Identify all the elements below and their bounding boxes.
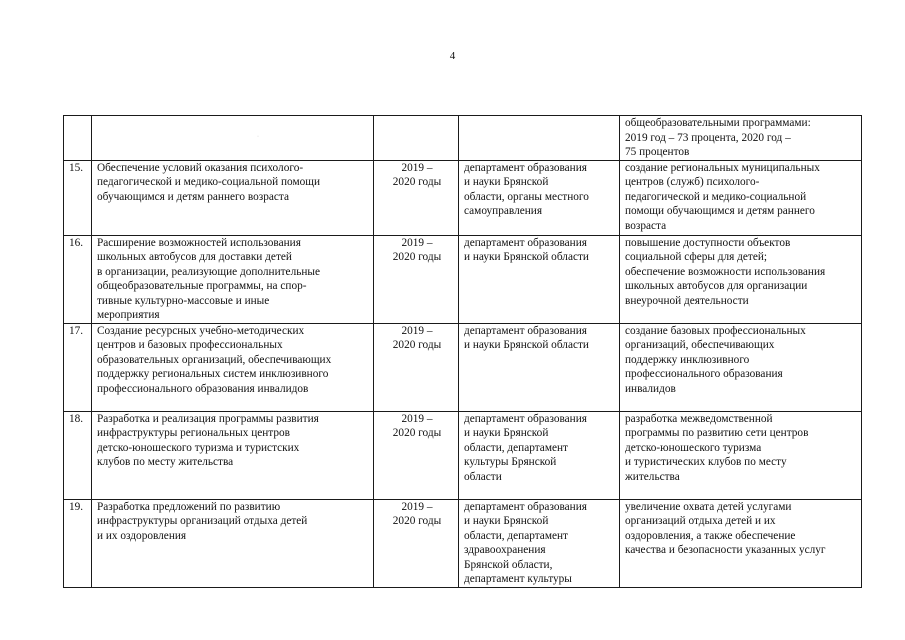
activity-line: Разработка и реализация программы развития bbox=[97, 412, 319, 425]
result-line: программы по развитию сети центров bbox=[625, 427, 809, 439]
activity-line: центров и базовых профессиональных bbox=[97, 339, 283, 351]
result-line: и туристических клубов по месту bbox=[625, 456, 787, 468]
activity-cell bbox=[92, 160, 374, 235]
table-row-15 bbox=[64, 160, 862, 235]
executor-line: Брянской области, bbox=[464, 558, 553, 571]
activity-line: мероприятия bbox=[97, 309, 160, 321]
result-cell bbox=[620, 160, 862, 235]
activities-table bbox=[63, 115, 862, 588]
result-line: создание базовых профессиональных bbox=[625, 324, 806, 337]
result-line: оздоровления, а также обеспечение bbox=[625, 529, 796, 542]
term-line: 2019 – bbox=[401, 161, 433, 174]
result-line: разработка межведомственной bbox=[625, 412, 773, 425]
table-row-continuation bbox=[64, 116, 862, 161]
num-cell bbox=[64, 116, 92, 161]
result-cell bbox=[620, 235, 862, 323]
executor-line: здравоохранения bbox=[464, 544, 546, 556]
activity-line: образовательных организаций, обеспечивающих bbox=[97, 353, 332, 366]
executor-line: и науки Брянской области bbox=[464, 339, 589, 351]
executor-line: культуры Брянской bbox=[464, 456, 557, 468]
result-line: организаций отдыха детей и их bbox=[625, 515, 776, 527]
row-number: 18. bbox=[64, 411, 92, 499]
result-line: поддержку инклюзивного bbox=[625, 353, 750, 366]
result-line: повышение доступности объектов bbox=[625, 236, 791, 249]
executor-line: департамент образования bbox=[464, 236, 587, 249]
executor-cell bbox=[459, 160, 620, 235]
activity-line: Расширение возможностей использования bbox=[97, 236, 301, 249]
executor-cell bbox=[459, 116, 620, 161]
result-line: качества и безопасности указанных услуг bbox=[625, 544, 826, 556]
table-row-16 bbox=[64, 235, 862, 323]
result-line: увеличение охвата детей услугами bbox=[625, 500, 792, 513]
result-line: инвалидов bbox=[625, 382, 676, 395]
executor-cell bbox=[459, 411, 620, 499]
term-line: 2020 годы bbox=[392, 176, 442, 188]
executor-cell bbox=[459, 499, 620, 587]
result-line: педагогической и медико-социальной bbox=[625, 190, 807, 203]
activity-line: педагогической и медико-социальной помощи bbox=[97, 176, 321, 188]
activity-line: школьных автобусов для доставки детей bbox=[97, 251, 292, 263]
executor-cell bbox=[459, 323, 620, 411]
term-cell bbox=[374, 411, 459, 499]
executor-line: и науки Брянской bbox=[464, 427, 549, 439]
result-line: возраста bbox=[625, 219, 667, 232]
activity-line: общеобразовательные программы, на спор- bbox=[97, 280, 307, 292]
activity-line: Обеспечение условий оказания психолого- bbox=[97, 161, 304, 174]
term-line: 2020 годы bbox=[392, 515, 442, 527]
result-line: обеспечение возможности использования bbox=[625, 265, 826, 278]
row-number: 17. bbox=[64, 323, 92, 411]
executor-line: и науки Брянской bbox=[464, 176, 549, 188]
term-line: 2019 – bbox=[401, 324, 433, 337]
row-number: 16. bbox=[64, 235, 92, 323]
activity-cell bbox=[92, 323, 374, 411]
result-line: центров (служб) психолого- bbox=[625, 176, 760, 188]
activity-line: Разработка предложений по развитию bbox=[97, 500, 281, 513]
activity-line: поддержку региональных систем инклюзивного bbox=[97, 368, 329, 380]
activity-line: детско-юношеского туризма и туристских bbox=[97, 441, 300, 454]
executor-cell bbox=[459, 235, 620, 323]
result-line: общеобразовательными программами: bbox=[625, 117, 811, 129]
term-line: 2019 – bbox=[401, 500, 433, 513]
term-cell bbox=[374, 323, 459, 411]
term-line: 2020 годы bbox=[392, 427, 442, 439]
activity-cell bbox=[92, 116, 374, 161]
activity-line: тивные культурно-массовые и иные bbox=[97, 294, 270, 307]
executor-line: самоуправления bbox=[464, 205, 543, 217]
executor-line: департамент образования bbox=[464, 161, 587, 174]
activity-line: в организации, реализующие дополнительные bbox=[97, 265, 321, 278]
activity-line: и их оздоровления bbox=[97, 529, 187, 542]
result-cell bbox=[620, 411, 862, 499]
activity-cell bbox=[92, 499, 374, 587]
executor-line: департамент образования bbox=[464, 412, 587, 425]
result-line: профессионального образования bbox=[625, 368, 783, 380]
executor-line: департамент образования bbox=[464, 324, 587, 337]
term-line: 2019 – bbox=[401, 412, 433, 425]
executor-line: области, органы местного bbox=[464, 190, 589, 203]
term-line: 2020 годы bbox=[392, 339, 442, 351]
activity-cell bbox=[92, 235, 374, 323]
activity-line: инфраструктуры региональных центров bbox=[97, 427, 291, 439]
result-line: внеурочной деятельности bbox=[625, 294, 749, 307]
term-cell bbox=[374, 499, 459, 587]
executor-line: и науки Брянской области bbox=[464, 251, 589, 263]
term-cell bbox=[374, 235, 459, 323]
result-line: помощи обучающимся и детям раннего bbox=[625, 205, 815, 217]
term-cell bbox=[374, 116, 459, 161]
executor-line: области, департамент bbox=[464, 441, 568, 454]
executor-line: департамент культуры bbox=[464, 573, 572, 585]
result-cell bbox=[620, 116, 862, 161]
row-number: 15. bbox=[64, 160, 92, 235]
result-line: школьных автобусов для организации bbox=[625, 280, 808, 292]
term-line: 2020 годы bbox=[392, 251, 442, 263]
result-line: жительства bbox=[625, 470, 680, 483]
executor-line: области bbox=[464, 470, 502, 483]
activity-cell bbox=[92, 411, 374, 499]
executor-line: и науки Брянской bbox=[464, 515, 549, 527]
row-number: 19. bbox=[64, 499, 92, 587]
result-line: социальной сферы для детей; bbox=[625, 251, 768, 263]
term-cell bbox=[374, 160, 459, 235]
activity-line: клубов по месту жительства bbox=[97, 456, 234, 468]
activity-line: Создание ресурсных учебно-методических bbox=[97, 324, 305, 337]
table-row-17 bbox=[64, 323, 862, 411]
activity-line: профессионального образования инвалидов bbox=[97, 382, 309, 395]
result-line: детско-юношеского туризма bbox=[625, 441, 762, 454]
result-line: организаций, обеспечивающих bbox=[625, 339, 775, 351]
activity-line: инфраструктуры организаций отдыха детей bbox=[97, 515, 308, 527]
executor-line: области, департамент bbox=[464, 529, 568, 542]
scan-mark: · bbox=[257, 134, 259, 140]
result-line: 75 процентов bbox=[625, 146, 690, 158]
term-line: 2019 – bbox=[401, 236, 433, 249]
result-cell bbox=[620, 323, 862, 411]
result-cell bbox=[620, 499, 862, 587]
result-line: создание региональных муниципальных bbox=[625, 161, 820, 174]
table-row-18 bbox=[64, 411, 862, 499]
table-row-19 bbox=[64, 499, 862, 587]
result-line: 2019 год – 73 процента, 2020 год – bbox=[625, 131, 791, 144]
page-number: 4 bbox=[449, 50, 456, 62]
executor-line: департамент образования bbox=[464, 500, 587, 513]
activity-line: обучающимся и детям раннего возраста bbox=[97, 190, 289, 203]
